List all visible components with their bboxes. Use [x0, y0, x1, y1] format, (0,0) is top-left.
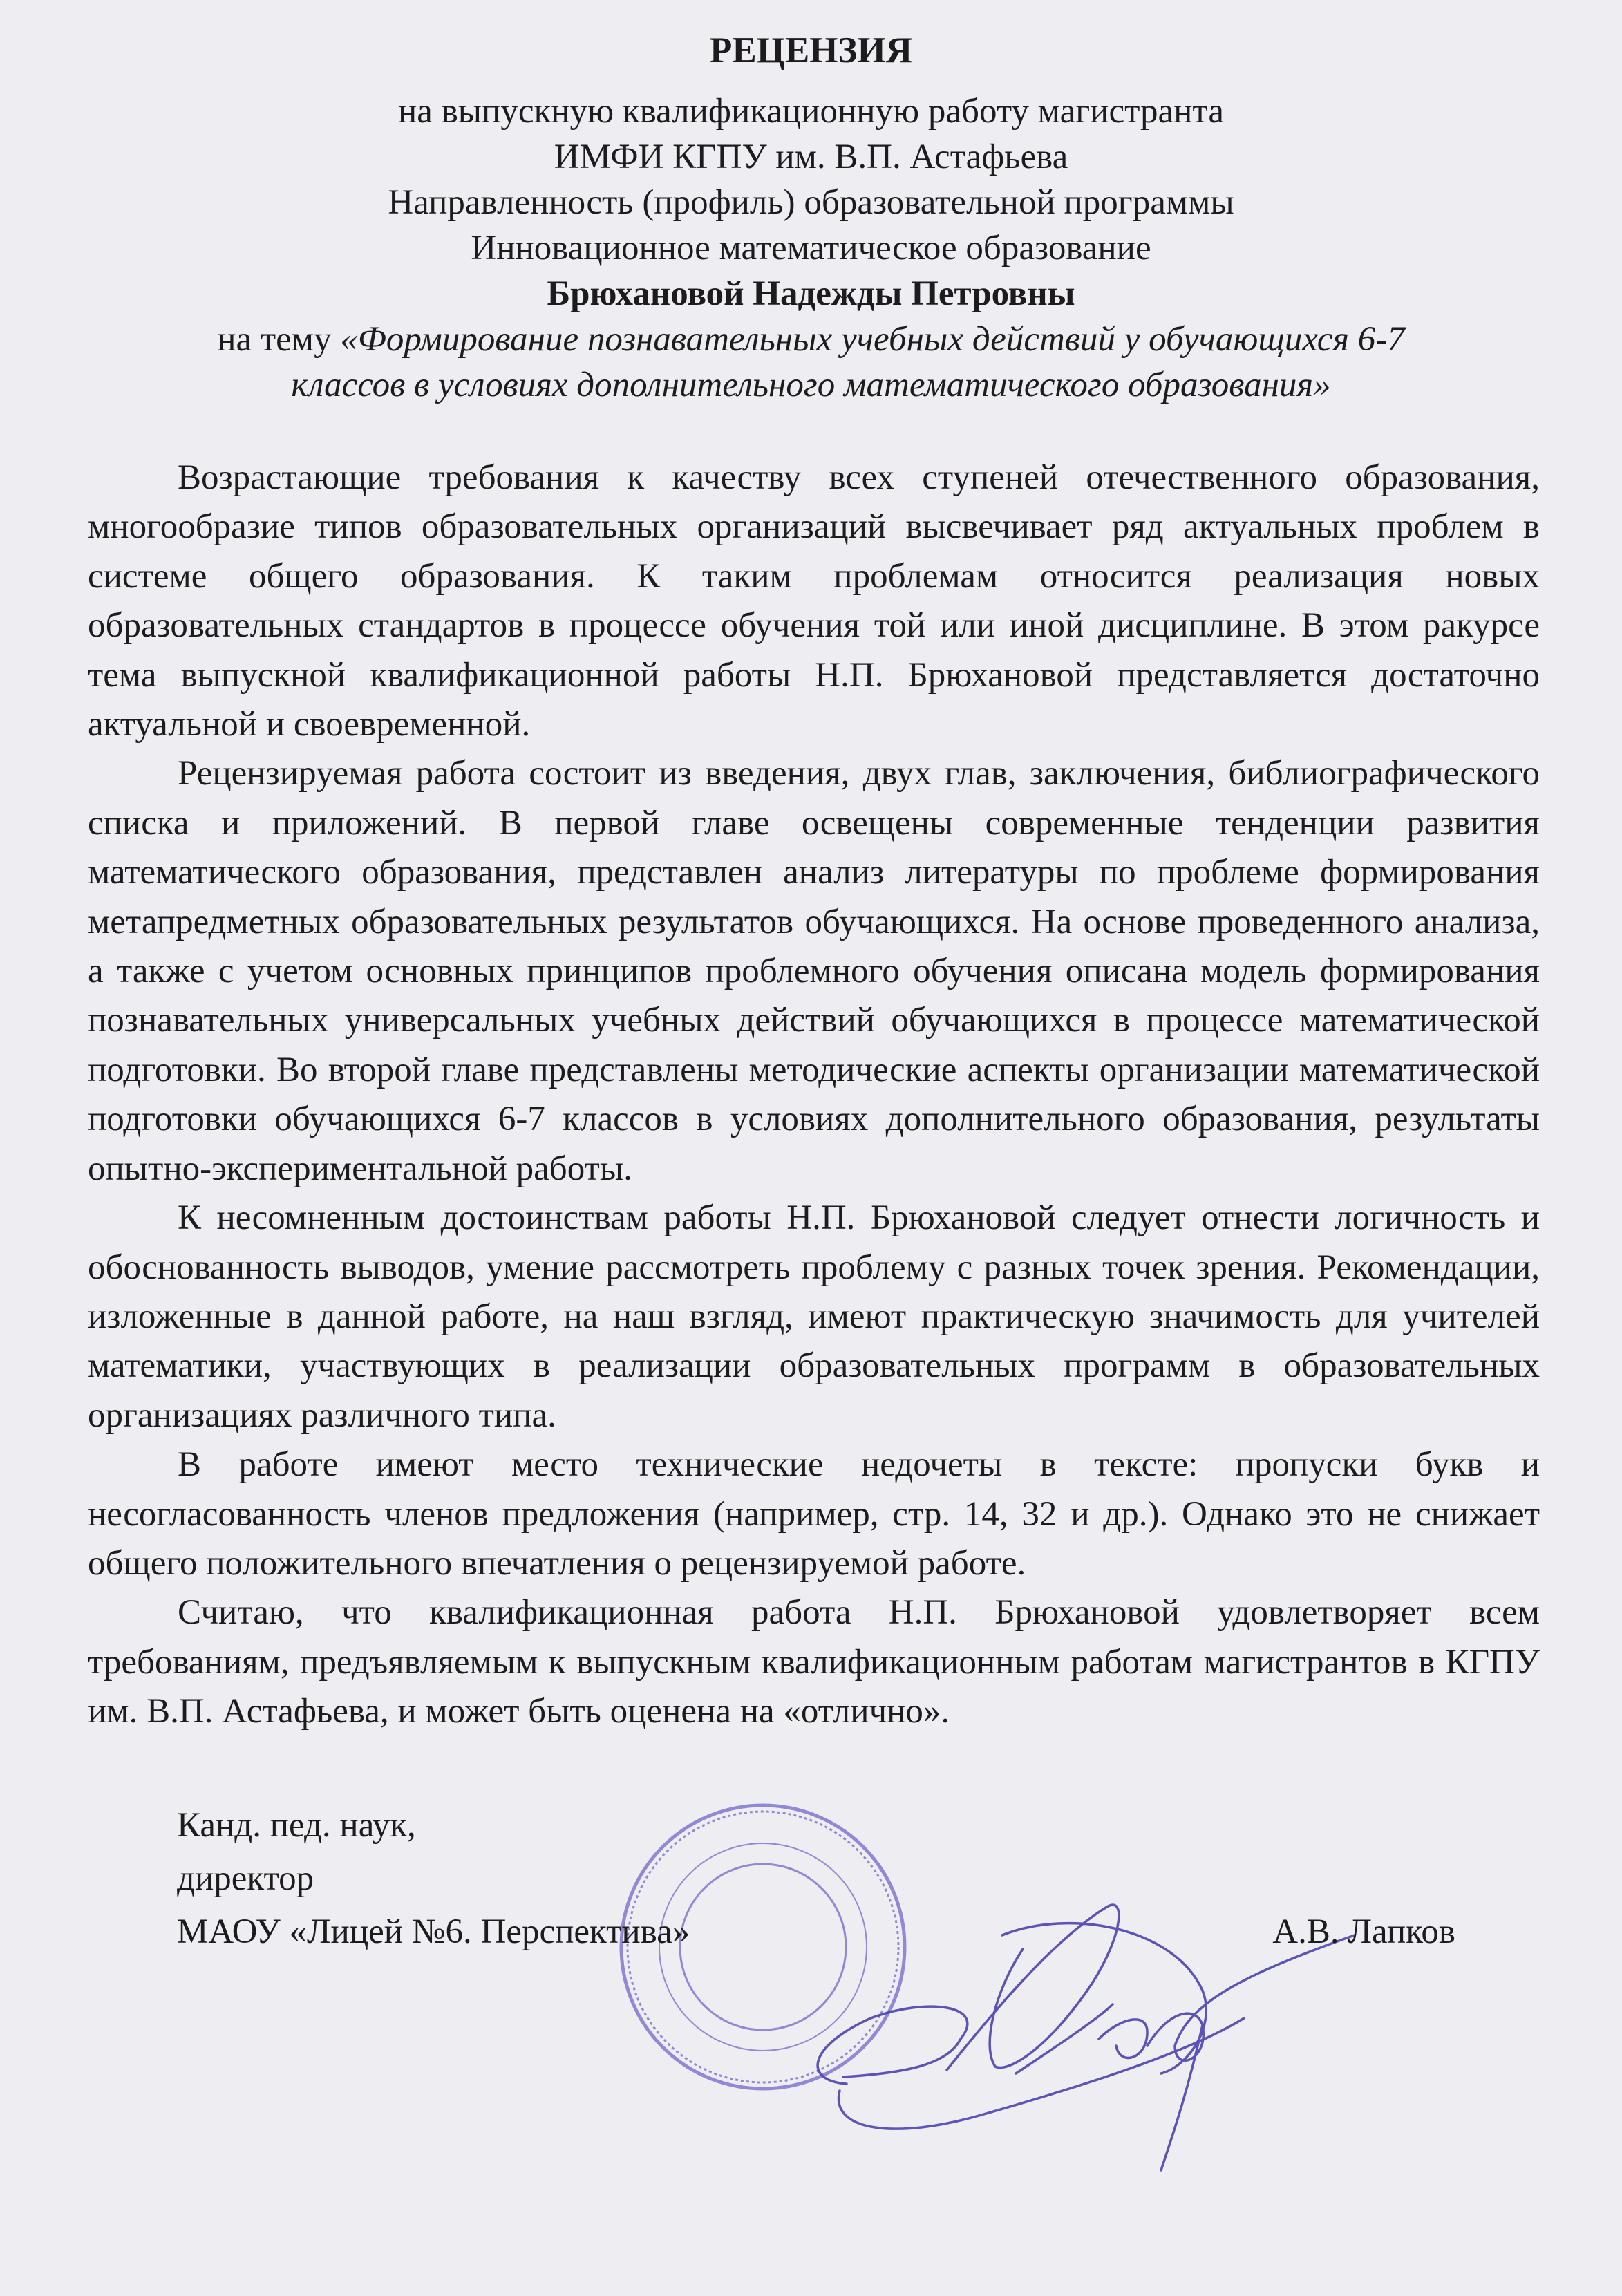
topic-title: «Формирование познавательных учебных действий у обучающихся 6-7: [340, 320, 1405, 359]
document-title: РЕЦЕНЗИЯ: [709, 30, 912, 70]
reviewer-name: А.В. Лапков: [1272, 1912, 1455, 1951]
review-body: [88, 453, 1540, 1737]
paragraph: В работе имеют место технические недочеты в тексте: пропуски букв и несогласованность членов предложения (например, стр. 14, 32 и др.). Однако это не снижает общего положительного впечатления о рецензируемой работе.: [88, 1445, 1540, 1583]
topic-title-cont: классов в условиях дополнительного математического образования»: [291, 366, 1331, 404]
document-content: [88, 453, 1540, 1959]
paragraph: К несомненным достоинствам работы Н.П. Брюхановой следует отнести логичность и обоснованность выводов, умение рассмотреть проблему с разных точек зрения. Рекомендации, изложенные в данной работе, на наш взгляд, имеют практическую значимость для учителей математики, участвующих в реализации образовательных программ в образовательных организациях различного типа.: [88, 1198, 1540, 1435]
paragraph: Рецензируемая работа состоит из введения, двух глав, заключения, библиографического списка и приложений. В первой главе освещены современные тенденции развития математического образования, представлен анализ литературы по проблеме формирования метапредметных образовательных результатов обучающихся. На основе проведенного анализа, а также с учетом основных принципов проблемного обучения описана модель формирования познавательных универсальных учебных действий обучающихся в процессе математической подготовки. Во второй главе представлены методические аспекты организации математической подготовки обучающихся 6-7 классов в условиях дополнительного образования, результаты опытно-экспериментальной работы.: [88, 754, 1540, 1188]
paragraph: Считаю, что квалификационная работа Н.П. Брюхановой удовлетворяет всем требованиям, предъявляемым к выпускным квалификационным работам магистрантов в КГПУ им. В.П. Астафьева, и может быть оценена на «отлично».: [88, 1593, 1540, 1731]
topic-line: [0, 317, 1622, 362]
reviewer-organization: МАОУ «Лицей №6. Перспектива»: [177, 1912, 690, 1951]
header-line: Инновационное математическое образование: [471, 229, 1151, 267]
header-line: Направленность (профиль) образовательной программы: [388, 183, 1234, 222]
header-line: на выпускную квалификационную работу магистранта: [398, 92, 1224, 131]
header-line: ИМФИ КГПУ им. В.П. Астафьева: [554, 138, 1068, 176]
document-header: [0, 88, 1622, 408]
signature-block: [177, 1799, 1455, 1959]
topic-prefix: на тему: [217, 320, 341, 359]
student-name: Брюхановой Надежды Петровны: [547, 274, 1075, 313]
reviewer-position: директор: [177, 1859, 314, 1898]
paragraph: Возрастающие требования к качеству всех ступеней отечественного образования, многообразие типов образовательных организаций высвечивает ряд актуальных проблем в системе общего образования. К таким проблемам относится реализация новых образовательных стандартов в процессе обучения той или иной дисциплине. В этом ракурсе тема выпускной квалификационной работы Н.П. Брюхановой представляется достаточно актуальной и своевременной.: [88, 458, 1540, 744]
reviewer-degree: Канд. пед. наук,: [177, 1805, 416, 1845]
